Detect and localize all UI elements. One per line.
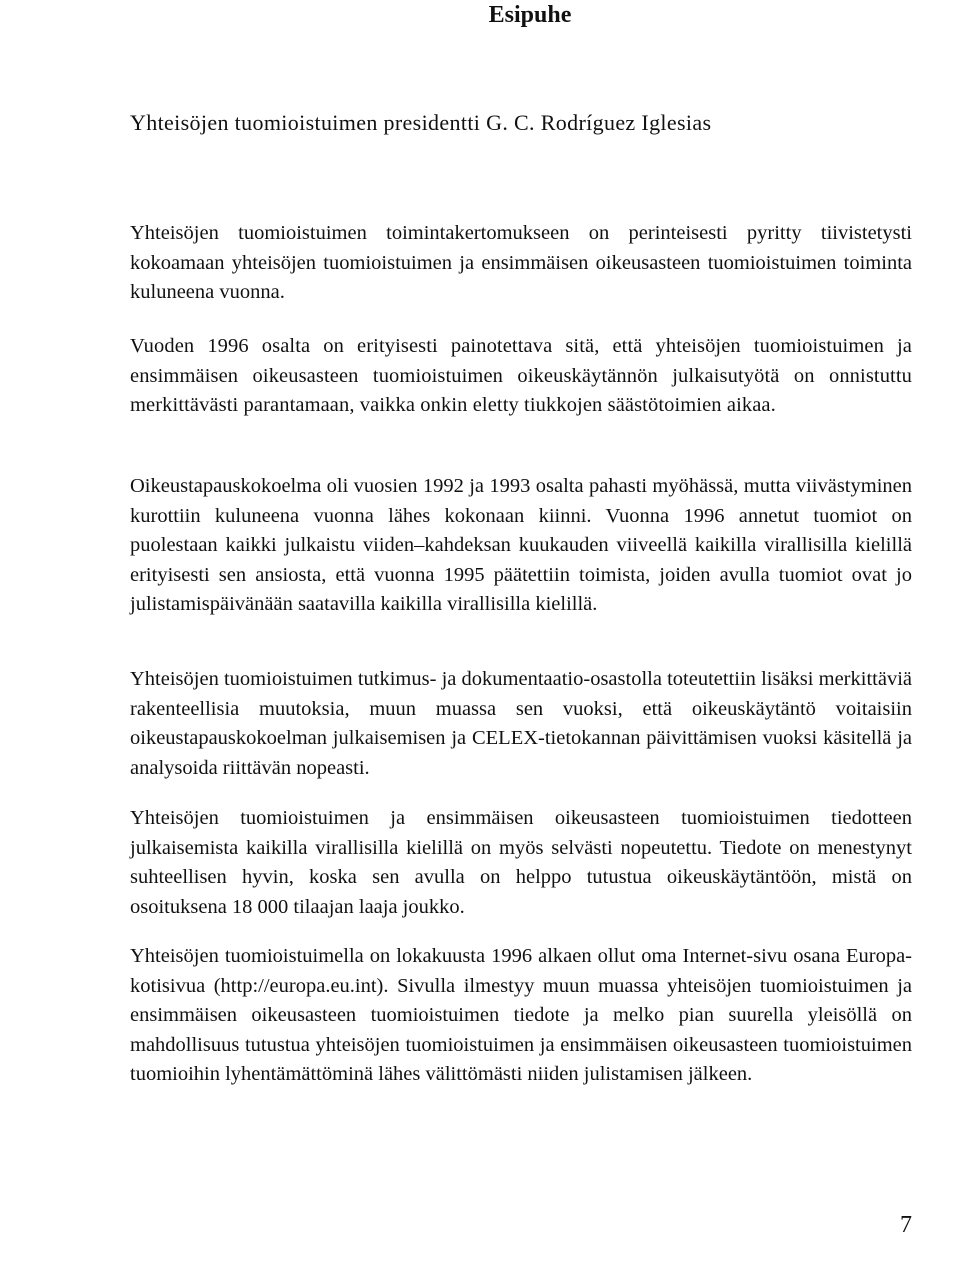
paragraph-5: Yhteisöjen tuomioistuimen ja ensimmäisen oikeusasteen tuomioistuimen tiedotteen julkaisemista kaikilla virallisilla kielillä on myös selvästi nopeutettu. Tiedote on menestynyt suhteellisen hyvin, koska sen avulla on helppo tutustua oikeuskäytäntöön, mistä on osoituksena 18 000 tilaajan laaja joukko. [130,807,912,918]
paragraph-2: Vuoden 1996 osalta on erityisesti painotettava sitä, että yhteisöjen tuomioistuimen ja ensimmäisen oikeusasteen tuomioistuimen oikeuskäytännön julkaisutyötä on onnistuttu merkittävästi parantamaan, vaikka onkin eletty tiukkojen säästötoimien aikaa. [130,335,912,416]
paragraph-3: Oikeustapauskokoelma oli vuosien 1992 ja 1993 osalta pahasti myöhässä, mutta viivästyminen kurottiin kuluneena vuonna lähes kokonaan kiinni. Vuonna 1996 annetut tuomiot on puolestaan kaikki julkaistu viiden–kahdeksan kuukauden viiveellä kaikilla virallisilla kielillä erityisesti sen ansiosta, että vuonna 1995 päätettiin toimista, joiden avulla tuomiot ovat jo julistamispäivänään saatavilla kaikilla virallisilla kielillä. [130,475,912,615]
byline: Yhteisöjen tuomioistuimen presidentti G. C. Rodríguez Iglesias [130,110,712,135]
paragraph-1: Yhteisöjen tuomioistuimen toimintakertomukseen on perinteisesti pyritty tiivistetysti kokoamaan yhteisöjen tuomioistuimen ja ensimmäisen oikeusasteen tuomioistuimen toiminta kuluneena vuonna. [130,222,912,303]
paragraph-4: Yhteisöjen tuomioistuimen tutkimus- ja dokumentaatio-osastolla toteutettiin lisäksi merkittäviä rakenteellisia muutoksia, muun muassa sen vuoksi, että oikeuskäytäntö voitaisiin oikeustapauskokoelman julkaisemisen ja CELEX-tietokannan päivittämisen vuoksi käsitellä ja analysoida riittävän nopeasti. [130,668,912,779]
page-number: 7 [900,1212,912,1238]
page-title: Esipuhe [488,2,572,28]
paragraph-6: Yhteisöjen tuomioistuimella on lokakuusta 1996 alkaen ollut oma Internet-sivu osana Europa-kotisivua (http://europa.eu.int). Sivulla ilmestyy muun muassa yhteisöjen tuomioistuimen ja ensimmäisen oikeusasteen tuomioistuimen tiedote ja melko pian suurella yleisöllä on mahdollisuus tutustua yhteisöjen tuomioistuimen ja ensimmäisen oikeusasteen tuomioistuimen tuomioihin lyhentämättöminä lähes välittömästi niiden julistamisen jälkeen. [130,945,912,1085]
